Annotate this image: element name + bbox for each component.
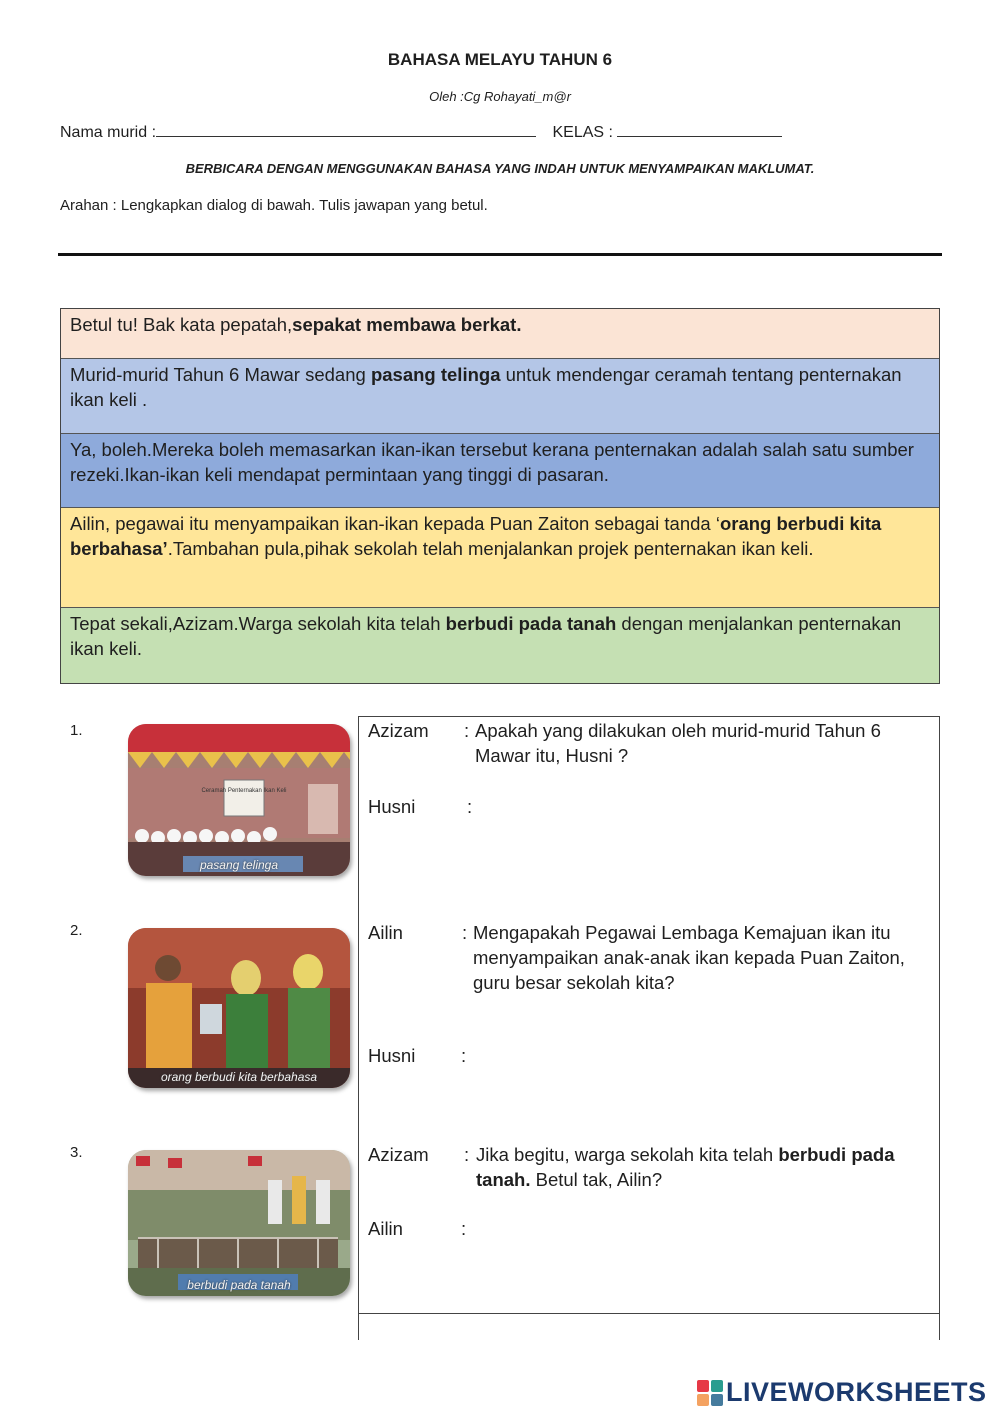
answer-option[interactable] <box>61 608 939 683</box>
name-blank <box>156 123 536 137</box>
question-number: 1. <box>70 722 83 739</box>
dialogue-text-content: Jika begitu, warga sekolah kita telah <box>476 1144 779 1165</box>
question-number: 2. <box>70 922 83 939</box>
instruction-text: Arahan : Lengkapkan dialog di bawah. Tulis jawapan yang betul. <box>60 197 488 214</box>
answer-option[interactable] <box>61 508 939 608</box>
option-bold-text: pasang telinga <box>370 364 501 385</box>
option-text: Murid-murid Tahun 6 Mawar sedang <box>70 364 371 385</box>
option-text: untuk mendengar ceramah tentang penternakan ikan keli . <box>70 364 902 410</box>
class-label: KELAS : <box>552 124 613 141</box>
dialogue-line <box>368 1142 933 1192</box>
logo-square <box>711 1394 723 1406</box>
option-bold-text: berbudi pada tanah <box>445 613 617 634</box>
question-number: 3. <box>70 1144 83 1161</box>
photo-caption: berbudi pada tanah <box>187 1278 291 1292</box>
answer-line[interactable] <box>368 1043 933 1073</box>
speaker-name: Azizam <box>368 1144 429 1165</box>
answer-line[interactable] <box>368 1216 933 1246</box>
banner-text: Ceramah Penternakan Ikan Keli <box>201 788 287 794</box>
colon: : <box>467 796 473 817</box>
answer-options-table <box>60 308 940 684</box>
colon: : <box>464 1144 470 1165</box>
option-text: dengan menjalankan penternakan ikan keli. <box>70 613 902 659</box>
photo-caption: orang berbudi kita berbahasa <box>160 1070 318 1084</box>
option-text: Ailin, pegawai itu menyampaikan ikan-ikan kepada Puan Zaiton sebagai tanda ‘ <box>70 513 720 534</box>
photo-caption: pasang telinga <box>199 858 279 872</box>
option-text: .Tambahan pula,pihak sekolah telah menjalankan projek penternakan ikan keli. <box>167 538 814 559</box>
colon: : <box>464 720 470 741</box>
dialogue-text-content: Mengapakah Pegawai Lembaga Kemajuan ikan itu menyampaikan anak-anak ikan kepada Puan Zaiton, guru besar sekolah kita? <box>473 922 905 993</box>
speaker-name: Husni <box>368 1045 416 1066</box>
logo-square <box>697 1394 709 1406</box>
dialogue-bold-text: berbudi pada tanah. <box>476 1144 895 1190</box>
colon: : <box>461 1045 467 1066</box>
photo-lecture <box>128 724 350 876</box>
colon: : <box>461 1218 467 1239</box>
dialogue-box-bottom-line <box>358 1313 940 1314</box>
dialogue-text <box>473 920 931 995</box>
dialogue-text-content: Betul tak, Ailin? <box>530 1169 663 1190</box>
option-text: Ya, boleh.Mereka boleh memasarkan ikan-ikan tersebut kerana penternakan adalah salah satu sumber rezeki.Ikan-ikan keli mendapat permintaan yang tinggi di pasaran. <box>70 439 914 485</box>
learning-objective: BERBICARA DENGAN MENGGUNAKAN BAHASA YANG INDAH UNTUK MENYAMPAIKAN MAKLUMAT. <box>185 161 815 176</box>
logo-square <box>711 1380 723 1392</box>
logo-square <box>697 1380 709 1392</box>
answer-option[interactable] <box>61 309 939 359</box>
liveworksheets-logo[interactable] <box>697 1377 987 1408</box>
logo-mark-icon <box>697 1380 723 1406</box>
colon: : <box>462 922 468 943</box>
option-bold-text: sepakat membawa berkat. <box>292 314 522 335</box>
divider-rule <box>58 253 942 256</box>
speaker-name: Husni <box>368 796 416 817</box>
speaker-name: Azizam <box>368 720 429 741</box>
option-text: Betul tu! Bak kata pepatah, <box>70 314 293 335</box>
worksheet-title: BAHASA MELAYU TAHUN 6 <box>387 50 613 69</box>
dialogue-line <box>368 718 933 768</box>
option-bold-text: orang berbudi kita berbahasa’ <box>70 513 882 559</box>
class-blank <box>617 123 782 137</box>
photo-fishpond <box>128 1150 350 1296</box>
speaker-name: Ailin <box>368 1218 403 1239</box>
answer-line[interactable] <box>368 794 933 824</box>
speaker-name: Ailin <box>368 922 403 943</box>
photo-presentation <box>128 928 350 1088</box>
dialogue-text-content: Apakah yang dilakukan oleh murid-murid Tahun 6 Mawar itu, Husni ? <box>475 720 881 766</box>
dialogue-line <box>368 920 933 1020</box>
name-label: Nama murid : <box>60 124 157 141</box>
logo-text: LIVEWORKSHEETS <box>726 1377 987 1407</box>
dialogue-text <box>475 718 915 768</box>
option-text: Tepat sekali,Azizam.Warga sekolah kita telah <box>70 613 446 634</box>
author-line: Oleh :Cg Rohayati_m@r <box>429 89 571 104</box>
answer-option[interactable] <box>61 434 939 508</box>
student-info-line <box>60 123 782 142</box>
dialogue-text <box>476 1142 926 1192</box>
answer-option[interactable] <box>61 359 939 434</box>
